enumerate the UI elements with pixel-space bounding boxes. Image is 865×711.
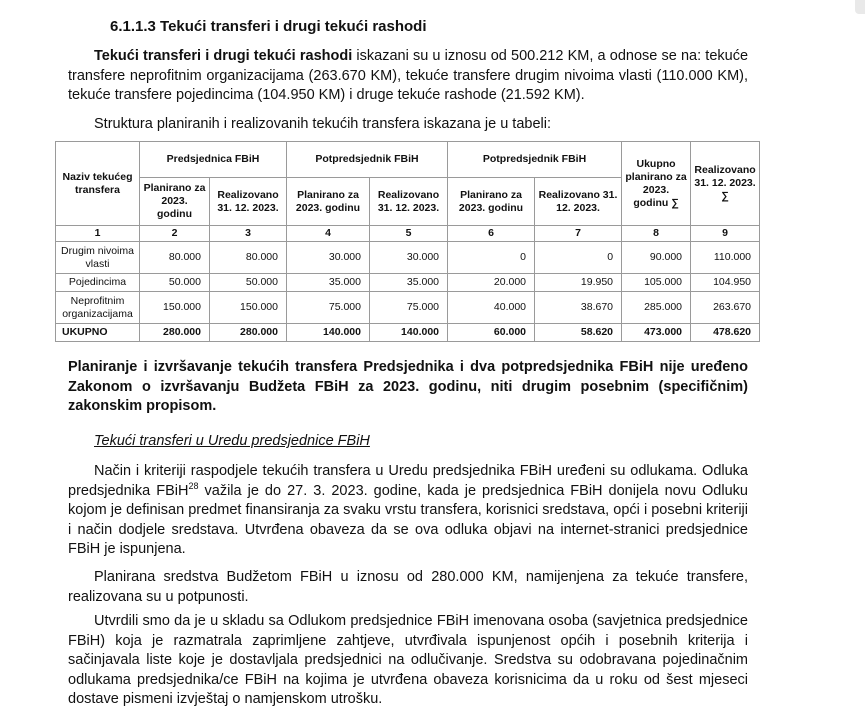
col-number: 6 xyxy=(448,226,535,242)
col-number: 5 xyxy=(370,226,448,242)
table-intro-text: Struktura planiranih i realizovanih tekućih transfera iskazana je u tabeli: xyxy=(94,116,551,132)
col-header-name: Naziv tekućeg transfera xyxy=(56,142,140,226)
section-heading: 6.1.1.3 Tekući transferi i drugi tekući rashodi xyxy=(110,18,427,35)
table-cell: 75.000 xyxy=(370,292,448,324)
row-label: Drugim nivoima vlasti xyxy=(56,242,140,274)
table-cell: 80.000 xyxy=(140,242,210,274)
col-header-total-planned: Ukupno planirano za 2023. godinu ∑ xyxy=(622,142,691,226)
table-cell: 35.000 xyxy=(370,274,448,292)
sub-header-realized: Realizovano 31. 12. 2023. xyxy=(370,178,448,226)
total-cell: 280.000 xyxy=(140,324,210,342)
table-cell: 80.000 xyxy=(210,242,287,274)
table-cell: 150.000 xyxy=(140,292,210,324)
table-cell: 40.000 xyxy=(448,292,535,324)
table-cell: 104.950 xyxy=(691,274,760,292)
sub-header-realized: Realizovano 31. 12. 2023. xyxy=(210,178,287,226)
intro-text: iskazani su u iznosu od 500.212 KM, a odnose se na: tekuće transfere neprofitnim organizacijama (263.670 KM), tekuće transfere drugim nivoima vlasti (110.000 KM), tekuće transfere pojedincima (104.950 KM) i druge tekuće rashode (21.592 KM). xyxy=(68,48,749,103)
table-row xyxy=(56,274,760,292)
planned-funds-text: Planirana sredstva Budžetom FBiH u iznosu od 280.000 KM, namijenjena za tekuće transfere, realizovana su u potpunosti. xyxy=(68,569,748,605)
table-cell: 30.000 xyxy=(370,242,448,274)
total-cell: 478.620 xyxy=(691,324,760,342)
transfers-table xyxy=(55,141,760,342)
total-cell: 140.000 xyxy=(370,324,448,342)
group-header-1: Predsjednica FBiH xyxy=(140,142,287,178)
table-cell: 0 xyxy=(535,242,622,274)
paragraph-planned-funds xyxy=(68,568,748,607)
table-cell: 285.000 xyxy=(622,292,691,324)
col-number: 7 xyxy=(535,226,622,242)
table-cell: 19.950 xyxy=(535,274,622,292)
total-cell: 473.000 xyxy=(622,324,691,342)
total-cell: 60.000 xyxy=(448,324,535,342)
total-cell: 140.000 xyxy=(287,324,370,342)
total-label: UKUPNO xyxy=(56,324,140,342)
table-cell: 50.000 xyxy=(140,274,210,292)
row-label: Neprofitnim organizacijama xyxy=(56,292,140,324)
table-cell: 110.000 xyxy=(691,242,760,274)
sub-header-planned: Planirano za 2023. godinu xyxy=(287,178,370,226)
group-header-3: Potpredsjednik FBiH xyxy=(448,142,622,178)
table-cell: 105.000 xyxy=(622,274,691,292)
scrollbar-corner[interactable] xyxy=(855,0,865,14)
table-cell: 90.000 xyxy=(622,242,691,274)
intro-bold-lead: Tekući transferi i drugi tekući rashodi xyxy=(94,48,353,64)
table-cell: 35.000 xyxy=(287,274,370,292)
table-row xyxy=(56,292,760,324)
col-number: 8 xyxy=(622,226,691,242)
group-header-2: Potpredsjednik FBiH xyxy=(287,142,448,178)
bold-finding-paragraph: Planiranje i izvršavanje tekućih transfera Predsjednika i dva potpredsjednika FBiH nije uređeno Zakonom o izvršavanju Budžeta FBiH za 2023. godinu, niti drugim posebnim (specifičnim) zakonskim propisom. xyxy=(68,359,748,414)
col-number: 3 xyxy=(210,226,287,242)
criteria-text-b: važila je do 27. 3. 2023. godine, kada je predsjednica FBiH donijela novu Odluku kojom je definisan predmet finansiranja za svaku vrstu transfera, korisnici sredstava, opći i posebni kriteriji i način dodjele sredstava. Utvrđena obaveza da se ova odluka objavi na internet-stranici predsjednice FBiH je ispunjena. xyxy=(68,482,748,557)
table-cell: 150.000 xyxy=(210,292,287,324)
row-label: Pojedincima xyxy=(56,274,140,292)
subheading: Tekući transferi u Uredu predsjednice FBiH xyxy=(94,433,370,449)
col-number: 4 xyxy=(287,226,370,242)
table-total-row xyxy=(56,324,760,342)
col-header-total-realized: Realizovano 31. 12. 2023. ∑ xyxy=(691,142,760,226)
paragraph-criteria xyxy=(68,462,748,560)
table-cell: 20.000 xyxy=(448,274,535,292)
paragraph-table-intro xyxy=(68,115,748,135)
col-number: 2 xyxy=(140,226,210,242)
sub-header-planned: Planirano za 2023. godinu xyxy=(140,178,210,226)
sub-header-planned: Planirano za 2023. godinu xyxy=(448,178,535,226)
table-cell: 30.000 xyxy=(287,242,370,274)
col-number: 9 xyxy=(691,226,760,242)
table-cell: 50.000 xyxy=(210,274,287,292)
footnote-ref[interactable]: 28 xyxy=(188,480,199,491)
table-cell: 0 xyxy=(448,242,535,274)
criteria-text-a: Način i kriteriji raspodjele tekućih transfera u Uredu predsjednika FBiH uređeni su odlukama. Odluka predsjednika FBiH xyxy=(68,463,748,499)
col-number: 1 xyxy=(56,226,140,242)
table-cell: 75.000 xyxy=(287,292,370,324)
sub-header-realized: Realizovano 31. 12. 2023. xyxy=(535,178,622,226)
findings-text: Utvrdili smo da je u skladu sa Odlukom predsjednice FBiH imenovana osoba (savjetnica predsjednice FBiH) koja je razmatrala zaprimljene zahtjeve, utvrđivala ispunjenost općih i posebnih kriterija i sačinjavala liste koje je dostavljala predsjednici na odlučivanje. Sredstva su odobravana pojedinačnim odlukama predsjednika/ce FBiH na kojima je utvrđena obaveza korisnicima da u roku od šest mjeseci dostave pismeni izvještaj o namjenskom utrošku. xyxy=(68,613,748,707)
total-cell: 280.000 xyxy=(210,324,287,342)
total-cell: 58.620 xyxy=(535,324,622,342)
table-cell: 263.670 xyxy=(691,292,760,324)
table-cell: 38.670 xyxy=(535,292,622,324)
table-row xyxy=(56,242,760,274)
paragraph-findings xyxy=(68,612,748,710)
paragraph-intro xyxy=(68,47,748,106)
